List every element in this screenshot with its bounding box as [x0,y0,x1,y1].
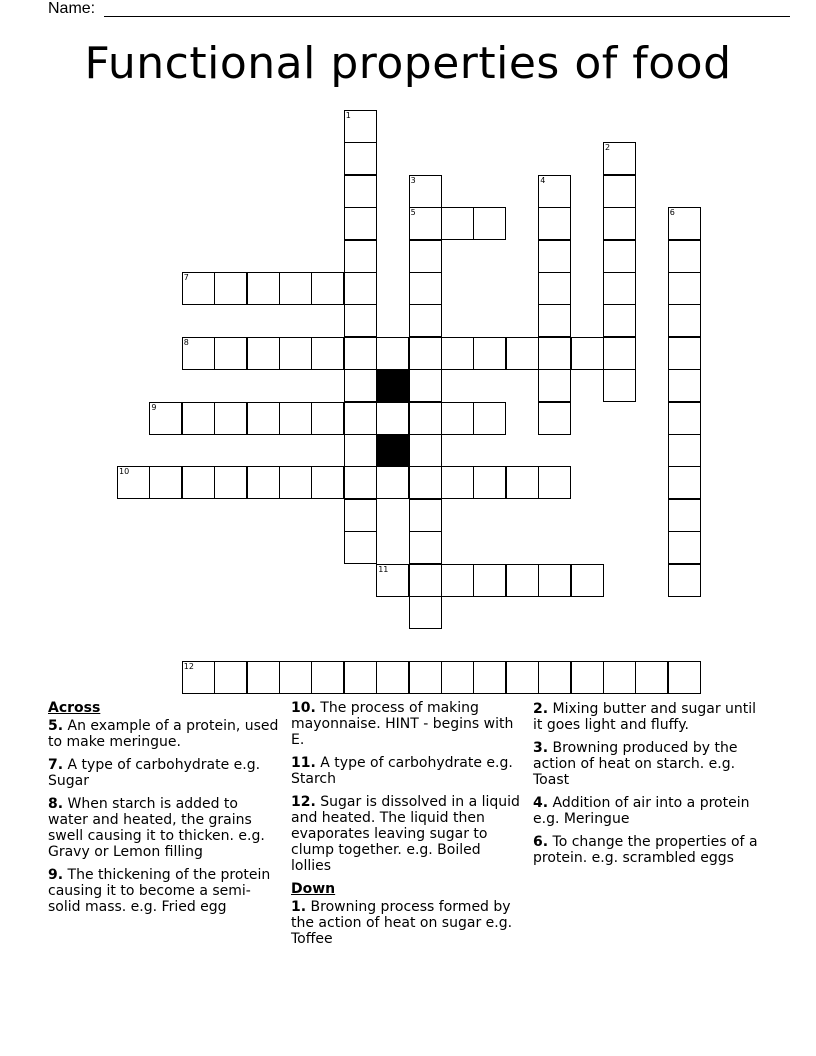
clue-down-3 [533,740,769,788]
answer-cell[interactable] [247,337,280,370]
answer-cell[interactable] [376,402,409,435]
answer-cell[interactable] [214,466,247,499]
answer-cell[interactable] [538,337,571,370]
answer-cell[interactable] [376,466,409,499]
answer-cell[interactable] [668,434,701,467]
answer-cell[interactable] [571,337,604,370]
answer-cell[interactable] [441,661,474,694]
down-heading: Down [291,881,336,897]
answer-cell[interactable] [247,661,280,694]
answer-cell[interactable] [344,142,377,175]
answer-cell[interactable] [473,661,506,694]
clue-across-9 [48,867,280,915]
answer-cell[interactable] [344,402,377,435]
answer-cell[interactable] [214,661,247,694]
answer-cell[interactable] [441,564,474,597]
answer-cell[interactable] [668,402,701,435]
answer-cell[interactable] [506,661,539,694]
answer-cell[interactable] [409,564,442,597]
answer-cell[interactable] [409,402,442,435]
clue-number: 1. [291,899,307,915]
clue-text: An example of a protein, used to make meringue. [48,718,279,750]
answer-cell[interactable] [571,564,604,597]
answer-cell[interactable] [603,240,636,273]
answer-cell[interactable] [344,499,377,532]
clue-text: Browning process formed by the action of heat on sugar e.g. Toffee [291,899,513,947]
answer-cell[interactable] [441,466,474,499]
answer-cell[interactable] [344,661,377,694]
clue-number-label: 2 [605,143,611,153]
clue-across-8 [48,796,280,860]
answer-cell[interactable] [506,337,539,370]
clue-number: 8. [48,796,64,812]
answer-cell[interactable] [344,434,377,467]
answer-cell[interactable] [538,207,571,240]
clue-number-label: 7 [183,273,189,282]
answer-cell[interactable] [635,661,668,694]
clue-number: 4. [533,795,549,811]
clue-down-2 [533,701,769,733]
clue-number: 12. [291,794,316,810]
clue-number-label: 1 [345,111,351,120]
answer-cell[interactable] [571,661,604,694]
answer-cell[interactable] [409,369,442,402]
name-label: Name: [48,0,96,17]
clue-number: 5. [48,718,64,734]
clue-number: 11. [291,755,316,771]
answer-cell[interactable] [668,304,701,337]
answer-cell[interactable] [311,272,344,305]
clue-number-label: 12 [183,661,194,671]
answer-cell[interactable] [409,531,442,564]
answer-cell[interactable] [603,175,636,208]
answer-cell[interactable] [344,240,377,273]
clue-text: To change the properties of a protein. e.g. scrambled eggs [533,834,758,866]
answer-cell[interactable] [214,402,247,435]
answer-cell[interactable] [441,402,474,435]
clue-column-3 [533,701,769,873]
answer-cell[interactable] [409,434,442,467]
answer-cell[interactable] [311,661,344,694]
answer-cell[interactable] [538,175,571,208]
answer-cell[interactable] [538,661,571,694]
answer-cell[interactable] [344,175,377,208]
answer-cell[interactable] [473,466,506,499]
answer-cell[interactable] [376,661,409,694]
answer-cell[interactable] [279,337,312,370]
clue-number-label: 3 [410,175,416,185]
across-heading: Across [48,700,101,716]
clue-text: A type of carbohydrate e.g. Starch [291,755,513,787]
answer-cell[interactable] [668,272,701,305]
answer-cell[interactable] [506,564,539,597]
answer-cell[interactable] [344,337,377,370]
clue-number-label: 4 [540,175,546,185]
clue-number-label: 9 [151,402,157,412]
answer-cell[interactable] [538,304,571,337]
answer-cell[interactable] [247,272,280,305]
clue-number: 7. [48,757,64,773]
answer-cell[interactable] [409,596,442,629]
clue-column-2 [291,700,525,954]
clue-number: 2. [533,701,549,717]
answer-cell[interactable] [182,661,215,694]
answer-cell[interactable] [538,240,571,273]
clue-number: 9. [48,867,64,883]
clue-text: The process of making mayonnaise. HINT - begins with E. [291,700,514,748]
clue-number: 10. [291,700,316,716]
clue-text: Sugar is dissolved in a liquid and heated. The liquid then evaporates leaving sugar to clump together. e.g. Boiled lollies [291,794,520,874]
answer-cell[interactable] [473,207,506,240]
answer-cell[interactable] [344,369,377,402]
clue-column-1 [48,700,280,922]
answer-cell[interactable] [668,207,701,240]
answer-cell[interactable] [279,661,312,694]
answer-cell[interactable] [409,304,442,337]
answer-cell[interactable] [182,337,215,370]
answer-cell[interactable] [668,369,701,402]
answer-cell[interactable] [473,337,506,370]
answer-cell[interactable] [668,564,701,597]
answer-cell[interactable] [538,369,571,402]
black-square [376,369,409,402]
clue-number-label: 8 [183,337,189,347]
clue-text: When starch is added to water and heated, the grains swell causing it to thicken. e.g. Gravy or Lemon filling [48,796,265,860]
answer-cell[interactable] [376,564,409,597]
clue-text: The thickening of the protein causing it to become a semi-solid mass. e.g. Fried egg [48,867,271,915]
answer-cell[interactable] [344,304,377,337]
answer-cell[interactable] [182,402,215,435]
answer-cell[interactable] [409,272,442,305]
answer-cell[interactable] [311,466,344,499]
clue-number: 3. [533,740,549,756]
clue-across-5 [48,718,280,750]
answer-cell[interactable] [214,337,247,370]
answer-cell[interactable] [538,466,571,499]
answer-cell[interactable] [149,466,182,499]
answer-cell[interactable] [409,175,442,208]
answer-cell[interactable] [603,337,636,370]
answer-cell[interactable] [538,402,571,435]
answer-cell[interactable] [344,207,377,240]
clue-number-label: 11 [378,564,389,574]
page-title: Functional properties of food [84,38,732,89]
answer-cell[interactable] [344,110,377,143]
answer-cell[interactable] [668,337,701,370]
clue-across-11 [291,755,525,787]
clue-down-4 [533,795,769,827]
answer-cell[interactable] [538,564,571,597]
answer-cell[interactable] [182,466,215,499]
answer-cell[interactable] [668,661,701,694]
answer-cell[interactable] [668,240,701,273]
answer-cell[interactable] [668,499,701,532]
answer-cell[interactable] [344,466,377,499]
answer-cell[interactable] [603,142,636,175]
answer-cell[interactable] [603,207,636,240]
answer-cell[interactable] [473,402,506,435]
clue-number-label: 5 [410,208,416,218]
answer-cell[interactable] [376,337,409,370]
answer-cell[interactable] [668,531,701,564]
answer-cell[interactable] [182,272,215,305]
clue-number-label: 10 [119,467,130,477]
clue-text: Addition of air into a protein e.g. Meringue [533,795,750,827]
answer-cell[interactable] [668,466,701,499]
answer-cell[interactable] [279,402,312,435]
answer-cell[interactable] [344,272,377,305]
answer-cell[interactable] [409,240,442,273]
clue-text: Browning produced by the action of heat on starch. e.g. Toast [533,740,738,788]
clue-down-6 [533,834,769,866]
clue-number-label: 6 [669,208,675,218]
clue-text: Mixing butter and sugar until it goes light and fluffy. [533,701,757,733]
answer-cell[interactable] [344,531,377,564]
clue-number: 6. [533,834,549,850]
answer-cell[interactable] [538,272,571,305]
answer-cell[interactable] [506,466,539,499]
answer-cell[interactable] [441,337,474,370]
answer-cell[interactable] [603,661,636,694]
answer-cell[interactable] [311,337,344,370]
answer-cell[interactable] [473,564,506,597]
answer-cell[interactable] [247,466,280,499]
clue-across-7 [48,757,280,789]
answer-cell[interactable] [409,207,442,240]
answer-cell[interactable] [214,272,247,305]
answer-cell[interactable] [311,402,344,435]
answer-cell[interactable] [279,466,312,499]
clue-down-1 [291,899,525,947]
answer-cell[interactable] [279,272,312,305]
answer-cell[interactable] [603,272,636,305]
answer-cell[interactable] [409,661,442,694]
answer-cell[interactable] [149,402,182,435]
answer-cell[interactable] [441,207,474,240]
answer-cell[interactable] [117,466,150,499]
answer-cell[interactable] [409,466,442,499]
answer-cell[interactable] [409,499,442,532]
answer-cell[interactable] [603,369,636,402]
clue-across-10 [291,700,525,748]
clue-across-12 [291,794,525,874]
answer-cell[interactable] [409,337,442,370]
answer-cell[interactable] [603,304,636,337]
clue-text: A type of carbohydrate e.g. Sugar [48,757,261,789]
answer-cell[interactable] [247,402,280,435]
black-square [376,434,409,467]
